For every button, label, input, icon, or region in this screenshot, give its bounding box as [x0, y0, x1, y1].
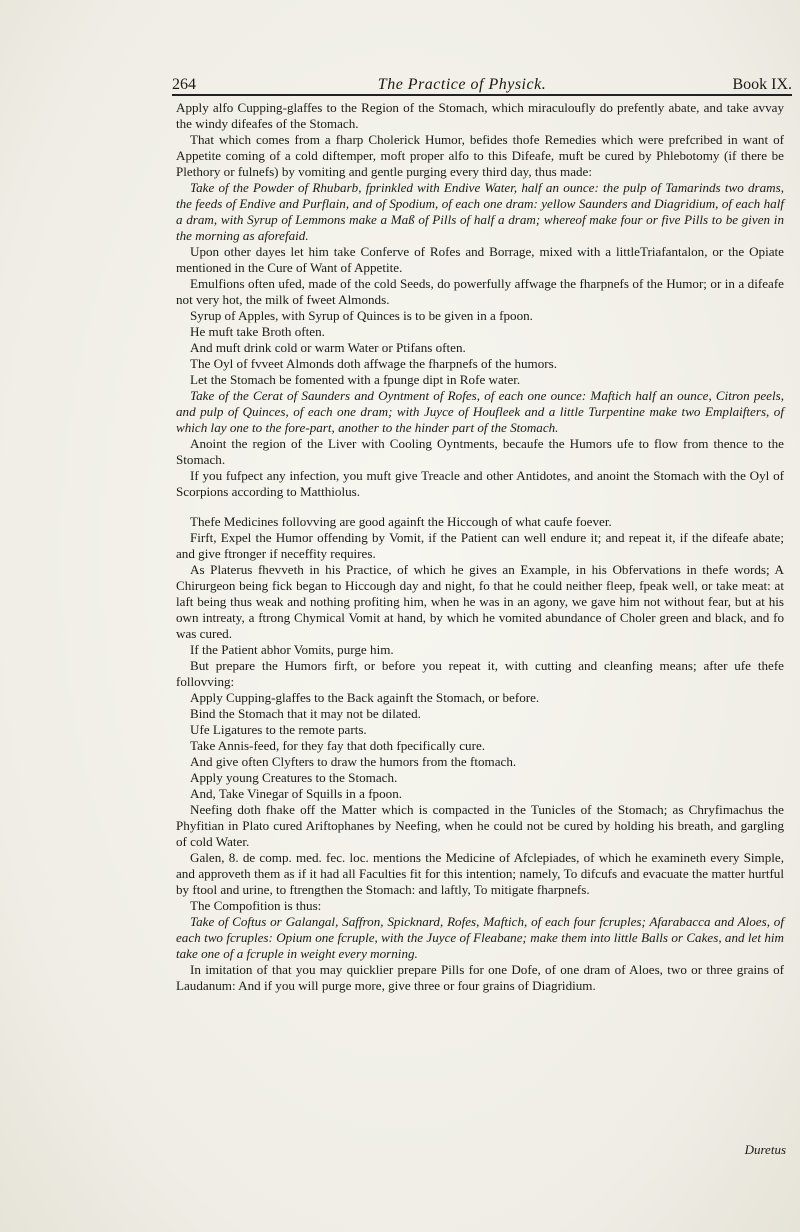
paragraph: Anoint the region of the Liver with Cooling Oyntments, becaufe the Humors ufe to flow from thence to the Stomach. [176, 436, 784, 467]
paragraph: If the Patient abhor Vomits, purge him. [190, 642, 394, 657]
paragraph: If you fufpect any infection, you muft give Treacle and other Antidotes, and anoint the Stomach with the Oyl of Scorpions according to Matthiolus. [176, 468, 784, 499]
paragraph: Apply alfo Cupping-glaffes to the Region of the Stomach, which miraculoufly do prefently abate, and take avvay the windy difeafes of the Stomach. [176, 100, 784, 131]
running-title: The Practice of Physick. [377, 76, 547, 93]
paragraph: Neefing doth fhake off the Matter which is compacted in the Tunicles of the Stomach; as Chryfimachus the Phyfitian in Plato cured Ariftophanes by Neefing, when he could not be cured by holding his breath, and gargling of cold Water. [176, 802, 784, 849]
paragraph: And give often Clyfters to draw the humors from the ftomach. [190, 754, 517, 769]
paragraph: Take of Coftus or Galangal, Saffron, Spicknard, Rofes, Maftich, of each four fcruples; Afarabacca and Aloes, of each two fcruples: Opium one fcruple, with the Juyce of Fleabane; make them into little Balls or Cakes, and let him take one of a fcruple in weight every morning. [176, 914, 784, 961]
paragraph: Upon other dayes let him take Conferve of Rofes and Borrage, mixed with a littleTriafantalon, or the Opiate mentioned in the Cure of Want of Appetite. [176, 244, 784, 275]
paragraph: And, Take Vinegar of Squills in a fpoon. [190, 786, 403, 801]
page-number: 264 [172, 76, 196, 93]
paragraph: Firft, Expel the Humor offending by Vomit, if the Patient can well endure it; and repeat it, if the difeafe abate; and give ftronger if neceffity requires. [176, 530, 784, 561]
paragraph: Thefe Medicines follovving are good againft the Hiccough of what caufe foever. [190, 514, 612, 529]
book-label: Book IX. [732, 76, 792, 93]
paragraph: As Platerus fhevveth in his Practice, of which he gives an Example, in his Obfervations in thefe words; A Chirurgeon being fick began to Hiccough day and night, fo that he could neither fleep, fpeak well, or take meat: at laft being thus weak and nothing profiting him, when he was in an agony, we gave him not without fear, but at his own intreaty, a ftrong Chymical Vomit at hand, by which he vomited abundance of Choler green and black, and fo was cured. [176, 562, 784, 641]
paragraph: Syrup of Apples, with Syrup of Quinces is to be given in a fpoon. [190, 308, 533, 323]
paragraph: In imitation of that you may quicklier prepare Pills for one Dofe, of one dram of Aloes, two or three grains of Laudanum: And if you will purge more, give three or four grains of Diagridium. [176, 962, 784, 993]
paragraph: Take Annis-feed, for they fay that doth fpecifically cure. [190, 738, 486, 753]
paragraph: He muft take Broth often. [190, 324, 325, 339]
running-header [172, 68, 792, 96]
paragraph: Galen, 8. de comp. med. fec. loc. mentions the Medicine of Afclepiades, of which he examineth every Simple, and approveth them as if it had all Faculties fit for this intention; namely, To difcufs and evacuate the matter hurtful by ftool and urine, to ftrengthen the Stomach: and laftly, To mitigate fharpnefs. [176, 850, 784, 897]
paragraph: That which comes from a fharp Cholerick Humor, befides thofe Remedies which were prefcribed in want of Appetite coming of a cold diftemper, moft proper alfo to this Difeafe, muft be cured by Phlebotomy (if there be Plethory or fulnefs) by vomiting and gentle purging every third day, thus made: [176, 132, 784, 179]
paragraph: Take of the Cerat of Saunders and Oyntment of Rofes, of each one ounce: Maftich half an ounce, Citron peels, and pulp of Quinces, of each one dram; with Juyce of Houfleek and a little Turpentine make two Emplaifters, of which lay one to the fore-part, another to the hinder part of the Stomach. [176, 388, 784, 435]
paragraph: Let the Stomach be fomented with a fpunge dipt in Rofe water. [190, 372, 521, 387]
paragraph: Apply Cupping-glaffes to the Back againft the Stomach, or before. [190, 690, 540, 705]
paragraph: And muft drink cold or warm Water or Ptifans often. [190, 340, 466, 355]
paragraph: Apply young Creatures to the Stomach. [190, 770, 398, 785]
catchword: Duretus [744, 1142, 786, 1157]
paragraph: The Oyl of fvveet Almonds doth affwage the fharpnefs of the humors. [190, 356, 558, 371]
paragraph: The Compofition is thus: [190, 898, 322, 913]
paragraph: Ufe Ligatures to the remote parts. [190, 722, 367, 737]
paragraph: Take of the Powder of Rhubarb, fprinkled with Endive Water, half an ounce: the pulp of Tamarinds two drams, the feeds of Endive and Purflain, and of Spodium, of each one dram: yellow Saunders and Diagridium, of each half a dram, with Syrup of Lemmons make a Maß of Pills of half a dram; whereof make four or five Pills to be given in the morning as aforefaid. [176, 180, 784, 243]
paragraph: Emulfions often ufed, made of the cold Seeds, do powerfully affwage the fharpnefs of the Humor; or in a difeafe not very hot, the milk of fweet Almonds. [176, 276, 784, 307]
paragraph: Bind the Stomach that it may not be dilated. [190, 706, 421, 721]
body-text [176, 100, 784, 994]
paragraph: But prepare the Humors firft, or before you repeat it, with cutting and cleanfing means; after ufe thefe follovving: [176, 658, 784, 689]
